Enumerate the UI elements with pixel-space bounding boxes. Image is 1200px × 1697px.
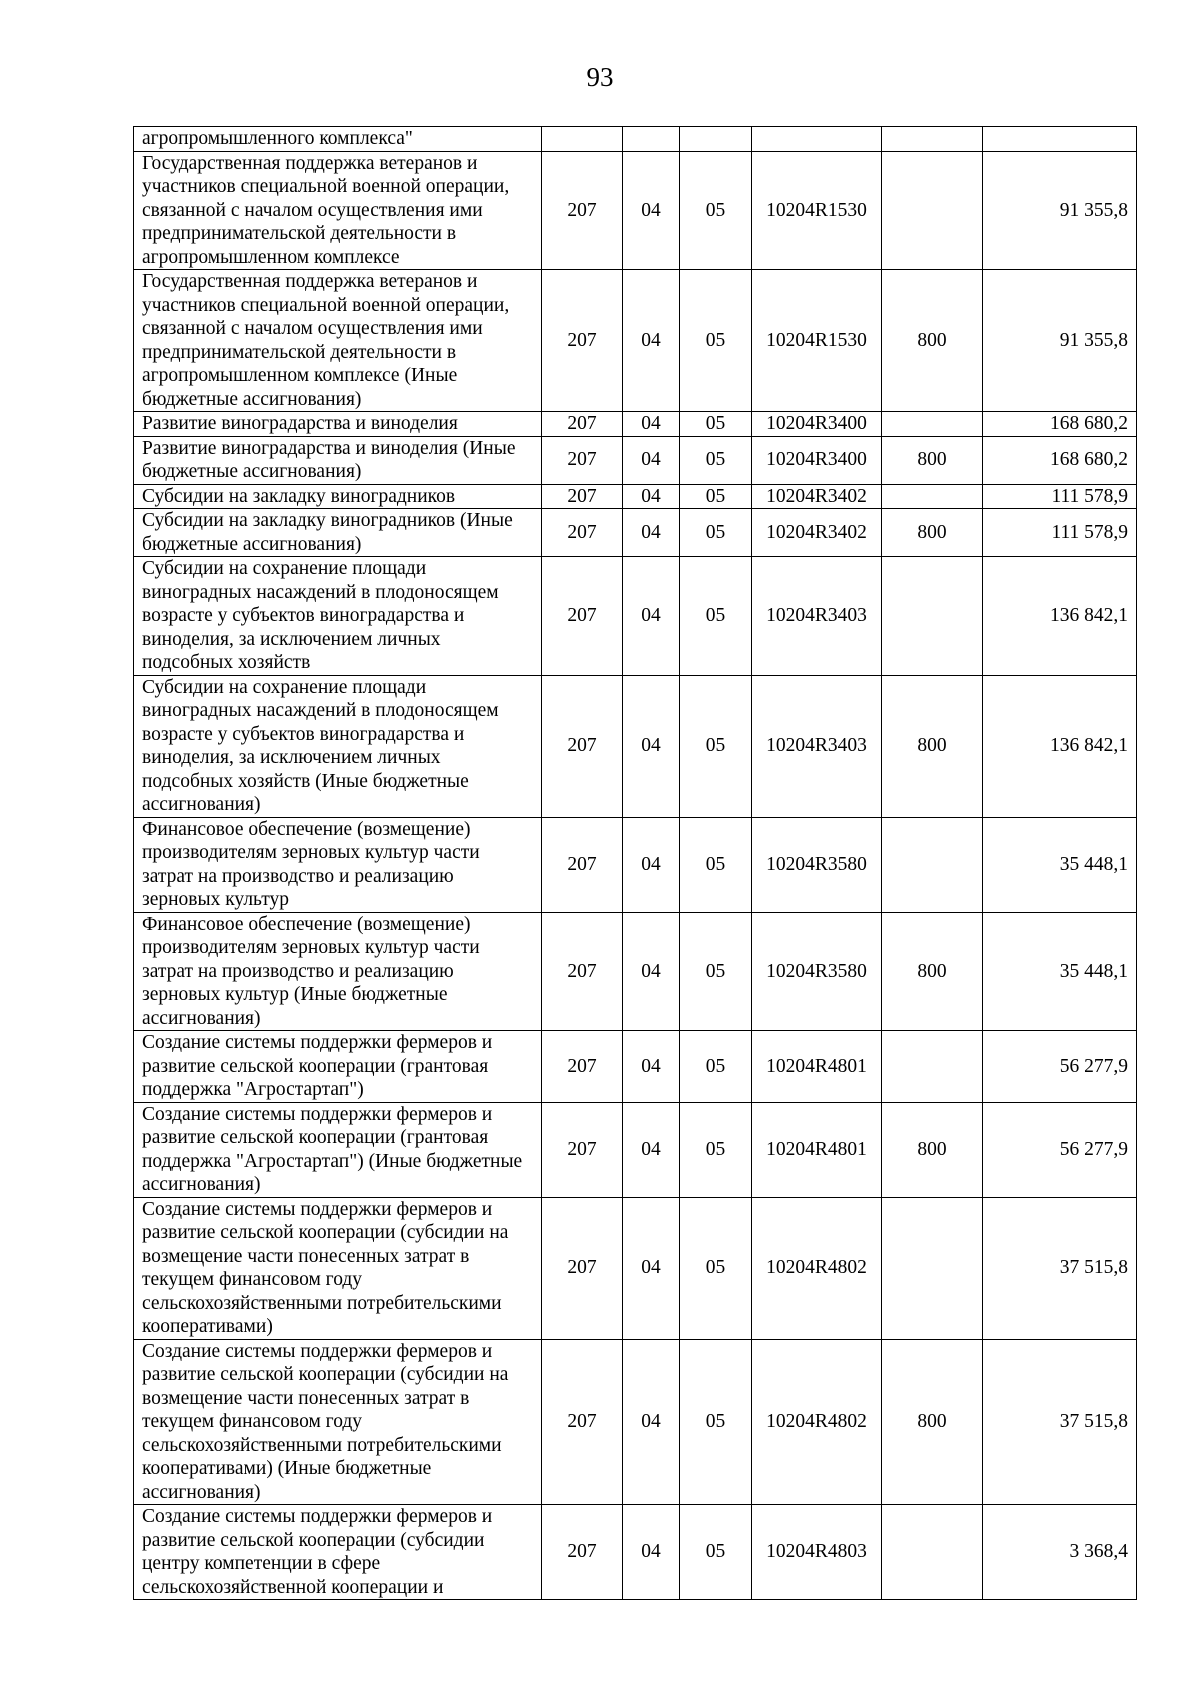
amount-cell [983, 127, 1137, 152]
row-name-cell: Создание системы поддержки фермеров и развитие сельской кооперации (субсидии центру компетенции в сфере сельскохозяйственной кооперации и [134, 1505, 542, 1600]
target-article-cell: 10204R4802 [752, 1339, 882, 1505]
table-row [134, 1197, 1137, 1339]
target-article-cell: 10204R3402 [752, 509, 882, 557]
amount-cell: 136 842,1 [983, 557, 1137, 676]
grbs-code-cell: 207 [542, 151, 623, 270]
section-code-cell: 04 [623, 436, 680, 484]
table-row [134, 817, 1137, 912]
page-number: 93 [586, 62, 614, 92]
table-row [134, 270, 1137, 412]
subsection-code-cell: 05 [680, 484, 752, 509]
table-row [134, 675, 1137, 817]
row-name-cell: Субсидии на закладку виноградников (Иные бюджетные ассигнования) [134, 509, 542, 557]
row-name-cell: Субсидии на сохранение площади виноградных насаждений в плодоносящем возрасте у субъектов виноградарства и виноделия, за исключением личных подсобных хозяйств [134, 557, 542, 676]
grbs-code-cell: 207 [542, 1031, 623, 1103]
amount-cell: 35 448,1 [983, 912, 1137, 1031]
target-article-cell: 10204R4801 [752, 1031, 882, 1103]
grbs-code-cell: 207 [542, 1339, 623, 1505]
section-code-cell: 04 [623, 151, 680, 270]
section-code-cell: 04 [623, 557, 680, 676]
subsection-code-cell: 05 [680, 1339, 752, 1505]
target-article-cell: 10204R3400 [752, 412, 882, 437]
expense-type-cell: 800 [882, 1102, 983, 1197]
row-name-cell: Создание системы поддержки фермеров и развитие сельской кооперации (субсидии на возмещение части понесенных затрат в текущем финансовом году сельскохозяйственными потребительскими кооперативами) [134, 1197, 542, 1339]
target-article-cell: 10204R4802 [752, 1197, 882, 1339]
section-code-cell: 04 [623, 912, 680, 1031]
grbs-code-cell: 207 [542, 436, 623, 484]
amount-cell: 56 277,9 [983, 1102, 1137, 1197]
section-code-cell: 04 [623, 270, 680, 412]
table-row [134, 557, 1137, 676]
subsection-code-cell: 05 [680, 509, 752, 557]
expense-type-cell [882, 1197, 983, 1339]
expense-type-cell [882, 1031, 983, 1103]
row-name-cell: Создание системы поддержки фермеров и развитие сельской кооперации (грантовая поддержка "Агростартап") (Иные бюджетные ассигнования) [134, 1102, 542, 1197]
table-row [134, 151, 1137, 270]
table-row [134, 1339, 1137, 1505]
section-code-cell: 04 [623, 1031, 680, 1103]
grbs-code-cell: 207 [542, 509, 623, 557]
grbs-code-cell: 207 [542, 675, 623, 817]
row-name-cell: Субсидии на сохранение площади виноградных насаждений в плодоносящем возрасте у субъектов виноградарства и виноделия, за исключением личных подсобных хозяйств (Иные бюджетные ассигнования) [134, 675, 542, 817]
amount-cell: 136 842,1 [983, 675, 1137, 817]
section-code-cell: 04 [623, 817, 680, 912]
subsection-code-cell: 05 [680, 1031, 752, 1103]
row-name-cell: Финансовое обеспечение (возмещение) производителям зерновых культур части затрат на производство и реализацию зерновых культур (Иные бюджетные ассигнования) [134, 912, 542, 1031]
section-code-cell: 04 [623, 1339, 680, 1505]
expense-type-cell: 800 [882, 675, 983, 817]
row-name-cell: Государственная поддержка ветеранов и участников специальной военной операции, связанной с началом осуществления ими предпринимательской деятельности в агропромышленном комплексе [134, 151, 542, 270]
expense-type-cell [882, 127, 983, 152]
grbs-code-cell: 207 [542, 270, 623, 412]
grbs-code-cell: 207 [542, 557, 623, 676]
target-article-cell: 10204R3400 [752, 436, 882, 484]
subsection-code-cell: 05 [680, 1102, 752, 1197]
table-row [134, 1102, 1137, 1197]
row-name-cell: Создание системы поддержки фермеров и развитие сельской кооперации (грантовая поддержка "Агростартап") [134, 1031, 542, 1103]
amount-cell: 35 448,1 [983, 817, 1137, 912]
table-row [134, 127, 1137, 152]
section-code-cell: 04 [623, 1197, 680, 1339]
expense-type-cell [882, 412, 983, 437]
target-article-cell [752, 127, 882, 152]
grbs-code-cell: 207 [542, 484, 623, 509]
row-name-cell: Финансовое обеспечение (возмещение) производителям зерновых культур части затрат на производство и реализацию зерновых культур [134, 817, 542, 912]
expense-type-cell [882, 484, 983, 509]
target-article-cell: 10204R4801 [752, 1102, 882, 1197]
grbs-code-cell: 207 [542, 1197, 623, 1339]
expense-type-cell: 800 [882, 436, 983, 484]
row-name-cell: Развитие виноградарства и виноделия [134, 412, 542, 437]
row-name-cell: Государственная поддержка ветеранов и участников специальной военной операции, связанной с началом осуществления ими предпринимательской деятельности в агропромышленном комплексе (Иные бюджетные ассигнования) [134, 270, 542, 412]
target-article-cell: 10204R1530 [752, 270, 882, 412]
expense-type-cell: 800 [882, 912, 983, 1031]
subsection-code-cell: 05 [680, 1197, 752, 1339]
grbs-code-cell: 207 [542, 1505, 623, 1600]
table-row [134, 436, 1137, 484]
expense-type-cell [882, 1505, 983, 1600]
amount-cell: 56 277,9 [983, 1031, 1137, 1103]
subsection-code-cell: 05 [680, 557, 752, 676]
amount-cell: 168 680,2 [983, 412, 1137, 437]
table-row [134, 1031, 1137, 1103]
row-name-cell: агропромышленного комплекса" [134, 127, 542, 152]
grbs-code-cell: 207 [542, 1102, 623, 1197]
expense-type-cell: 800 [882, 270, 983, 412]
section-code-cell: 04 [623, 509, 680, 557]
grbs-code-cell: 207 [542, 912, 623, 1031]
section-code-cell: 04 [623, 484, 680, 509]
subsection-code-cell: 05 [680, 412, 752, 437]
section-code-cell [623, 127, 680, 152]
section-code-cell: 04 [623, 1505, 680, 1600]
table-row [134, 509, 1137, 557]
grbs-code-cell: 207 [542, 817, 623, 912]
subsection-code-cell [680, 127, 752, 152]
section-code-cell: 04 [623, 1102, 680, 1197]
table-row [134, 1505, 1137, 1600]
grbs-code-cell [542, 127, 623, 152]
target-article-cell: 10204R3403 [752, 557, 882, 676]
subsection-code-cell: 05 [680, 675, 752, 817]
target-article-cell: 10204R3403 [752, 675, 882, 817]
subsection-code-cell: 05 [680, 1505, 752, 1600]
grbs-code-cell: 207 [542, 412, 623, 437]
table-row [134, 912, 1137, 1031]
amount-cell: 91 355,8 [983, 270, 1137, 412]
target-article-cell: 10204R3402 [752, 484, 882, 509]
subsection-code-cell: 05 [680, 270, 752, 412]
amount-cell: 91 355,8 [983, 151, 1137, 270]
row-name-cell: Развитие виноградарства и виноделия (Иные бюджетные ассигнования) [134, 436, 542, 484]
target-article-cell: 10204R4803 [752, 1505, 882, 1600]
amount-cell: 37 515,8 [983, 1339, 1137, 1505]
subsection-code-cell: 05 [680, 912, 752, 1031]
amount-cell: 168 680,2 [983, 436, 1137, 484]
target-article-cell: 10204R1530 [752, 151, 882, 270]
row-name-cell: Создание системы поддержки фермеров и развитие сельской кооперации (субсидии на возмещение части понесенных затрат в текущем финансовом году сельскохозяйственными потребительскими кооперативами) (Иные бюджетные ассигнования) [134, 1339, 542, 1505]
section-code-cell: 04 [623, 412, 680, 437]
subsection-code-cell: 05 [680, 817, 752, 912]
amount-cell: 3 368,4 [983, 1505, 1137, 1600]
target-article-cell: 10204R3580 [752, 817, 882, 912]
target-article-cell: 10204R3580 [752, 912, 882, 1031]
amount-cell: 37 515,8 [983, 1197, 1137, 1339]
table-row [134, 412, 1137, 437]
row-name-cell: Субсидии на закладку виноградников [134, 484, 542, 509]
expense-type-cell [882, 151, 983, 270]
budget-table [133, 126, 1137, 1600]
table-row [134, 484, 1137, 509]
expense-type-cell [882, 817, 983, 912]
expense-type-cell: 800 [882, 1339, 983, 1505]
expense-type-cell: 800 [882, 509, 983, 557]
subsection-code-cell: 05 [680, 151, 752, 270]
amount-cell: 111 578,9 [983, 509, 1137, 557]
section-code-cell: 04 [623, 675, 680, 817]
subsection-code-cell: 05 [680, 436, 752, 484]
amount-cell: 111 578,9 [983, 484, 1137, 509]
expense-type-cell [882, 557, 983, 676]
